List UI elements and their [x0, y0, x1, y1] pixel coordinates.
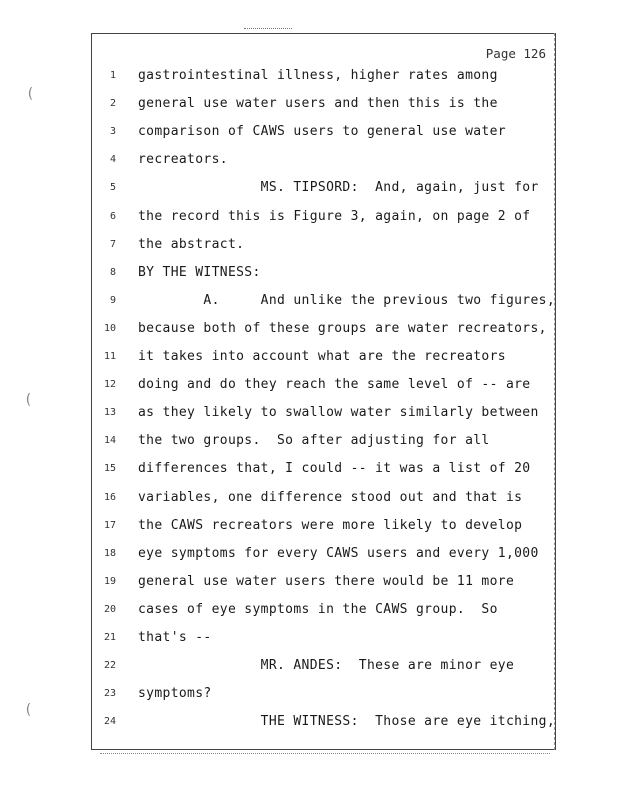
line-text: because both of these groups are water recreators, [138, 320, 547, 336]
transcript-line [0, 601, 618, 621]
transcript-line [0, 151, 618, 171]
transcript-line [0, 432, 618, 452]
line-number: 19 [103, 575, 116, 587]
line-number: 14 [103, 435, 116, 447]
line-text: the CAWS recreators were more likely to develop [138, 517, 523, 533]
line-text: BY THE WITNESS: [138, 264, 261, 280]
line-number: 23 [103, 688, 116, 700]
line-text: differences that, I could -- it was a list of 20 [138, 461, 531, 477]
transcript-line [0, 657, 618, 677]
line-number: 22 [103, 660, 116, 672]
line-number: 6 [109, 210, 116, 222]
transcript-line [0, 629, 618, 649]
transcript-line [0, 376, 618, 396]
transcript-line [0, 320, 618, 340]
line-text: that's -- [138, 630, 212, 645]
line-number: 1 [109, 70, 116, 81]
margin-mark-bottom: ( [24, 702, 33, 718]
line-number: 15 [103, 463, 116, 475]
line-text: THE WITNESS: Those are eye itching, [138, 714, 556, 730]
line-text: recreators. [138, 152, 228, 168]
transcript-line [0, 517, 618, 537]
transcript-line [0, 685, 618, 705]
line-number: 8 [109, 266, 116, 278]
line-text: the abstract. [138, 236, 245, 252]
line-text: A. And unlike the previous two figures, [138, 292, 556, 308]
transcript-line [0, 404, 618, 424]
line-text: general use water users and then this is the [138, 96, 498, 112]
line-text: eye symptoms for every CAWS users and every 1,000 [138, 545, 539, 561]
line-text: MR. ANDES: These are minor eye [138, 658, 515, 674]
line-text: it takes into account what are the recreators [138, 349, 506, 364]
page-number: Page 126 [485, 46, 546, 61]
transcript-line [0, 95, 618, 115]
transcript-line [0, 264, 618, 284]
margin-mark-top: ( [26, 86, 35, 102]
line-text: variables, one difference stood out and that is [138, 489, 523, 505]
line-number: 18 [103, 547, 116, 559]
line-number: 12 [103, 379, 116, 391]
transcript-line [0, 236, 618, 256]
transcript-line [0, 713, 618, 733]
line-text: symptoms? [138, 686, 212, 702]
line-number: 3 [109, 126, 116, 138]
line-number: 10 [103, 322, 116, 334]
line-number: 24 [103, 716, 116, 728]
transcript-line [0, 573, 618, 593]
line-text: MS. TIPSORD: And, again, just for [138, 180, 539, 196]
bottom-rule [100, 753, 550, 755]
line-number: 13 [103, 407, 116, 419]
line-text: gastrointestinal illness, higher rates among [138, 68, 498, 83]
line-text: general use water users there would be 11 more [138, 573, 515, 589]
top-scribble [244, 28, 292, 31]
line-number: 7 [109, 238, 116, 250]
line-number: 2 [109, 98, 116, 110]
margin-mark-middle: ( [24, 392, 33, 408]
line-text: the two groups. So after adjusting for all [138, 433, 490, 449]
line-number: 20 [103, 603, 116, 615]
line-number: 5 [109, 182, 116, 194]
line-number: 17 [103, 519, 116, 531]
line-number: 21 [103, 632, 116, 643]
line-number: 16 [103, 491, 116, 503]
transcript-line [0, 489, 618, 509]
transcript-line [0, 460, 618, 480]
transcript-line [0, 179, 618, 199]
line-text: the record this is Figure 3, again, on page 2 of [138, 208, 531, 224]
line-text: comparison of CAWS users to general use water [138, 124, 506, 140]
line-number: 9 [109, 294, 116, 306]
line-text: doing and do they reach the same level of -- are [138, 377, 531, 393]
line-text: as they likely to swallow water similarly between [138, 405, 539, 421]
transcript-line [0, 67, 618, 87]
line-number: 11 [103, 351, 116, 362]
transcript-line [0, 545, 618, 565]
line-text: cases of eye symptoms in the CAWS group. So [138, 601, 498, 617]
line-number: 4 [109, 154, 116, 166]
transcript-line [0, 292, 618, 312]
transcript-line [0, 208, 618, 228]
transcript-line [0, 348, 618, 368]
transcript-line [0, 123, 618, 143]
